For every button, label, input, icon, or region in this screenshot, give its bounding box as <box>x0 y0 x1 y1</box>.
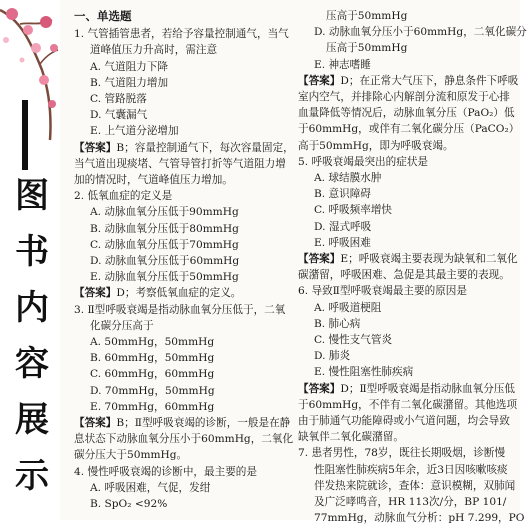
question-stem: 道峰值压力升高时，需注意 <box>90 44 218 57</box>
sidebar-title-char: 图 <box>15 176 49 216</box>
answer-text: 室内空气，并排除心内解剖分流和原发于心排 <box>298 91 510 104</box>
answer <box>298 381 514 397</box>
answer-text: 碳潴留，呼吸困难、急促是其最主要的表现。 <box>298 269 510 282</box>
question-2 <box>74 188 288 301</box>
option: C. 管路脱落 <box>90 93 147 106</box>
answer-text: 高于50mmHg，即为呼吸衰竭。 <box>298 139 454 152</box>
answer <box>74 415 291 431</box>
option: E. 70mmHg，60mmHg <box>90 400 215 413</box>
option: D. 湿式呼吸 <box>314 220 372 233</box>
option: A. 50mmHg，50mmHg <box>90 336 215 349</box>
option: C. 60mmHg，60mmHg <box>90 368 215 381</box>
left-column <box>74 8 294 518</box>
option: A. 气道阻力下降 <box>90 60 168 73</box>
answer-text: 息状态下动脉血氧分压小于60mmHg，二氧化 <box>74 433 294 446</box>
plum-blossom-decoration <box>0 0 60 150</box>
option: D. 肺炎 <box>314 350 351 363</box>
answer <box>74 285 288 301</box>
answer-text: 缺氧伴二氧化碳潴留。 <box>298 431 404 444</box>
option: E. 神志嗜睡 <box>314 58 371 71</box>
question-4 <box>74 464 288 513</box>
option: E. 上气道分泌增加 <box>90 125 179 138</box>
sidebar-title <box>14 168 50 504</box>
answer-text: 于60mmHg，或伴有二氧化碳分压（PaCO₂） <box>298 123 520 136</box>
answer-text: D；在正常大气压下，静息条件下呼吸 <box>340 74 519 87</box>
question-stem: 化碳分压高于 <box>90 319 154 332</box>
option: C. 动脉血氧分压低于70mmHg <box>90 238 239 251</box>
question-1 <box>74 26 294 188</box>
left-sidebar <box>0 0 60 520</box>
option: C. 慢性支气管炎 <box>314 334 393 347</box>
answer <box>298 251 518 267</box>
option: A. 呼吸困难，气促，发绀 <box>90 481 211 494</box>
option: D. 气囊漏气 <box>90 109 148 122</box>
question-stem: 77mmHg，动脉血气分析：pH 7.299，PO <box>314 512 525 525</box>
option: A. 动脉血氧分压低于90mmHg <box>90 206 239 219</box>
question-stem: 4. 慢性呼吸衰竭的诊断中，最主要的是 <box>74 465 257 478</box>
option: B. 意识障碍 <box>314 188 371 201</box>
option: A. 呼吸道梗阻 <box>314 301 382 314</box>
question-stem: 5. 呼吸衰竭最突出的症状是 <box>298 155 429 168</box>
answer-label: 【答案】 <box>74 141 117 154</box>
option: E. 呼吸困难 <box>314 236 371 249</box>
answer-label: 【答案】 <box>298 74 341 87</box>
sidebar-accent-bar <box>22 100 28 170</box>
answer-text: 于60mmHg，不伴有二氧化碳潴留。其他选项 <box>298 398 518 411</box>
answer-text: B；Ⅱ型呼吸衰竭的诊断，一般是在静 <box>116 417 291 430</box>
book-page <box>60 0 527 525</box>
sidebar-title-char: 展 <box>15 400 49 440</box>
question-stem: 性阻塞性肺疾病5年余，近3日因咳嗽咳痰 <box>314 463 508 476</box>
option: D. 动脉血氧分压低于60mmHg <box>90 255 240 268</box>
option: 压高于50mmHg <box>326 42 408 55</box>
answer-text: B；容量控制通气下，每次容量固定， <box>116 141 294 154</box>
question-stem: 3. Ⅱ型呼吸衰竭是指动脉血氧分压低于，二氧 <box>74 303 286 316</box>
option: B. 肺心病 <box>314 317 361 330</box>
answer-text: E；呼吸衰竭主要表现为缺氧和二氧化 <box>340 253 518 266</box>
question-stem: 2. 低氧血症的定义是 <box>74 190 173 203</box>
question-stem: 7. 患者男性，78岁，既往长期吸烟，诊断慢 <box>298 447 506 460</box>
answer-text: 血量降低等情况后，动脉血氧分压（PaO₂）低 <box>298 107 515 120</box>
question-stem: 伴发热来院就诊，查体：意识模糊，双肺闻 <box>314 479 516 492</box>
question-stem: 及广泛哮鸣音，HR 113次/分，BP 101/ <box>314 496 507 509</box>
answer <box>298 73 519 89</box>
option: C. 呼吸频率增快 <box>314 204 393 217</box>
sidebar-title-char: 容 <box>15 344 49 384</box>
answer-label: 【答案】 <box>74 417 117 430</box>
option: D. 70mmHg，50mmHg <box>90 384 215 397</box>
sidebar-title-char: 内 <box>15 288 49 328</box>
answer-label: 【答案】 <box>298 253 341 266</box>
option: E. 慢性阻塞性肺疾病 <box>314 366 414 379</box>
option: B. SpO₂ <92% <box>90 498 168 511</box>
question-stem: 1. 气管插管患者，若给予容量控制通气，当气 <box>74 28 289 41</box>
question-4-continued <box>298 8 527 154</box>
option: B. 动脉血氧分压低于80mmHg <box>90 222 239 235</box>
option: B. 60mmHg，50mmHg <box>90 352 215 365</box>
option: A. 球结膜水肿 <box>314 172 382 185</box>
answer <box>74 140 294 156</box>
answer-text: 当气道出现痰堵、气管导管打折等气道阻力增 <box>74 157 286 170</box>
sidebar-title-char: 书 <box>15 232 49 272</box>
answer-text: 由于肺通气功能障碍或小气道问题，均会导致 <box>298 415 510 428</box>
option: 压高于50mmHg <box>326 10 408 22</box>
question-3 <box>74 302 294 464</box>
answer-text: 加的情况时，气道峰值压力增加。 <box>74 174 233 187</box>
question-6 <box>298 283 518 445</box>
right-column <box>298 8 527 525</box>
answer-label: 【答案】 <box>74 287 117 300</box>
answer-text: D；Ⅱ型呼吸衰竭是指动脉血氧分压低 <box>340 382 515 395</box>
question-5 <box>298 154 518 284</box>
question-7 <box>298 445 525 526</box>
answer-label: 【答案】 <box>298 382 341 395</box>
answer-text: 碳分压大于50mmHg。 <box>74 449 188 462</box>
question-stem: 6. 导致Ⅱ型呼吸衰竭最主要的原因是 <box>298 285 467 298</box>
answer-text: D；考察低氧血症的定义。 <box>116 287 242 300</box>
sidebar-title-char: 示 <box>15 456 49 496</box>
section-title: 一、单选题 <box>74 9 132 23</box>
option: B. 气道阻力增加 <box>90 76 169 89</box>
option: E. 动脉血氧分压低于50mmHg <box>90 271 239 284</box>
option: D. 动脉血氧分压小于60mmHg，二氧化碳分 <box>314 26 527 39</box>
